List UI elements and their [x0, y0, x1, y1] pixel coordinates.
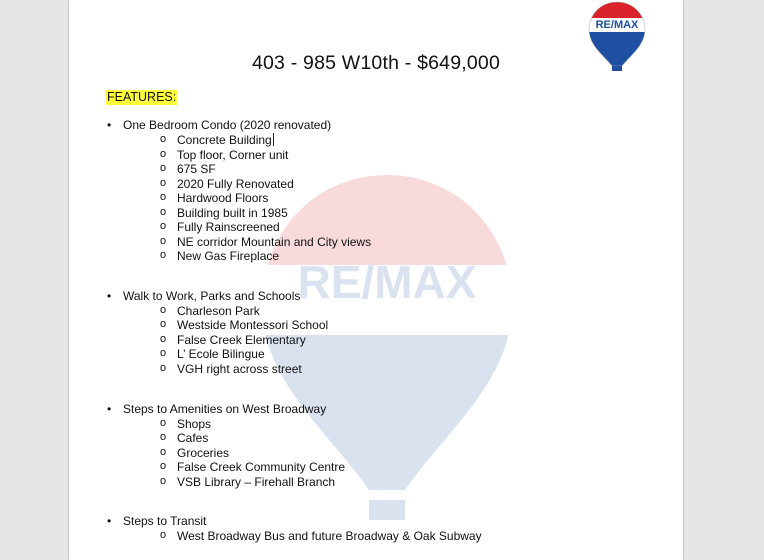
list-item: o Hardwood Floors: [160, 191, 269, 205]
list-item: o Shops: [160, 416, 212, 431]
list-item: o VSB Library – Firehall Branch: [160, 474, 336, 489]
features-heading: FEATURES:: [107, 90, 177, 104]
list-item: o Top floor, Corner unit: [160, 147, 289, 162]
list-item-text: 675 SF: [177, 162, 216, 176]
list-item: o 2020 Fully Renovated: [160, 176, 294, 191]
section-heading: [107, 514, 207, 528]
list-item: o NE corridor Mountain and City views: [160, 234, 372, 249]
list-item: o West Broadway Bus and future Broadway & Oak Subway: [160, 529, 482, 543]
list-item: o False Creek Community Centre: [160, 460, 346, 474]
section-label: Steps to Amenities on West Broadway: [123, 402, 327, 416]
bullet-dot: •: [107, 402, 112, 416]
list-item-text: Building built in 1985: [177, 205, 288, 220]
bullet-dot: •: [107, 118, 112, 132]
list-item-text: West Broadway Bus and future Broadway & Oak Subway: [177, 529, 482, 543]
list-item: o Concrete Building: [160, 133, 272, 147]
list-item-text: False Creek Community Centre: [177, 460, 346, 474]
section-heading: [107, 289, 301, 303]
list-item: o New Gas Fireplace: [160, 249, 280, 263]
list-item: o Westside Montessori School: [160, 318, 329, 332]
bullet-dot: •: [107, 289, 112, 303]
bullet-dot: •: [107, 514, 112, 528]
section-heading: [107, 402, 327, 416]
text-cursor: [273, 133, 274, 146]
section-heading: [107, 118, 332, 132]
list-item-text: 2020 Fully Renovated: [177, 176, 294, 191]
list-item: o Cafes: [160, 431, 209, 445]
list-item-text: Top floor, Corner unit: [177, 147, 289, 162]
document-title: 403 - 985 W10th - $649,000: [251, 52, 501, 74]
list-item: o VGH right across street: [160, 361, 302, 376]
document-page: [69, 0, 683, 560]
section-label: One Bedroom Condo (2020 renovated): [123, 118, 332, 132]
list-item-text: Groceries: [177, 445, 230, 460]
list-item: o Groceries: [160, 445, 230, 460]
list-item-text: VSB Library – Firehall Branch: [177, 474, 336, 489]
list-item-text: Cafes: [177, 431, 209, 445]
list-item-text: Charleson Park: [177, 303, 260, 318]
logo-text: RE/MAX: [595, 19, 639, 31]
list-item-text: New Gas Fireplace: [177, 249, 280, 263]
list-item-text: Shops: [177, 416, 212, 431]
list-item-text: False Creek Elementary: [177, 332, 306, 347]
list-item: o False Creek Elementary: [160, 332, 306, 347]
section-label: Walk to Work, Parks and Schools: [123, 289, 301, 303]
list-item-text: NE corridor Mountain and City views: [177, 234, 372, 249]
list-item: o Building built in 1985: [160, 205, 288, 220]
list-item: o Fully Rainscreened: [160, 220, 280, 234]
list-item-text: Westside Montessori School: [177, 318, 329, 332]
list-item: o Charleson Park: [160, 303, 260, 318]
list-item-text: Hardwood Floors: [177, 191, 269, 205]
section-label: Steps to Transit: [123, 514, 207, 528]
watermark-text: RE/MAX: [297, 256, 477, 308]
list-item: o 675 SF: [160, 162, 216, 176]
list-item-text: VGH right across street: [177, 361, 302, 376]
list-item-text: Fully Rainscreened: [177, 220, 280, 234]
list-item-text: L’ Ecole Bilingue: [177, 347, 265, 361]
list-item-text: Concrete Building: [177, 133, 272, 147]
list-item: o L’ Ecole Bilingue: [160, 347, 265, 361]
